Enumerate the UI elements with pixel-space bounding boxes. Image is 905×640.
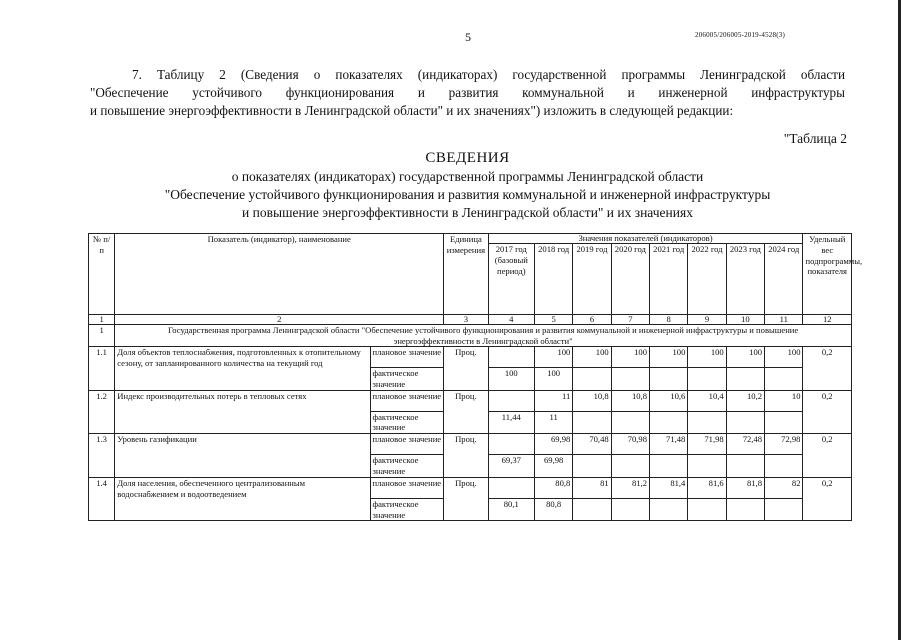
table-row bbox=[89, 347, 852, 368]
plan-value: 100 bbox=[573, 347, 611, 368]
header-year: 2024 год bbox=[765, 244, 803, 315]
plan-label: плановое значение bbox=[370, 347, 444, 368]
intro-paragraph bbox=[90, 66, 845, 120]
header-year: 2020 год bbox=[611, 244, 649, 315]
fact-value bbox=[765, 455, 803, 478]
fact-label: фактическое значение bbox=[370, 455, 444, 478]
header-year: 2022 год bbox=[688, 244, 726, 315]
plan-value: 70,48 bbox=[573, 434, 611, 455]
column-number: 4 bbox=[488, 315, 534, 325]
indicator-name: Доля объектов теплоснабжения, подготовленных к отопительному сезону, от запланированного количества на текущий год bbox=[115, 347, 370, 391]
header-row bbox=[89, 234, 852, 244]
column-number: 9 bbox=[688, 315, 726, 325]
indicators-table bbox=[88, 233, 863, 521]
fact-value: 80,8 bbox=[534, 498, 572, 521]
header-weight: Удельный вес подпрограммы, показателя bbox=[803, 234, 852, 315]
fact-value bbox=[611, 411, 649, 434]
plan-label: плановое значение bbox=[370, 477, 444, 498]
fact-value bbox=[688, 368, 726, 391]
fact-value bbox=[650, 498, 688, 521]
fact-value bbox=[765, 368, 803, 391]
header-year: 2017 год (базовый период) bbox=[488, 244, 534, 315]
fact-label: фактическое значение bbox=[370, 368, 444, 391]
column-numbers-row bbox=[89, 315, 852, 325]
plan-value bbox=[488, 477, 534, 498]
heading-line: "Обеспечение устойчивого функционирования и развития коммунальной и инженерной инфраструктуры bbox=[164, 187, 771, 202]
plan-value: 10,8 bbox=[573, 390, 611, 411]
column-number: 11 bbox=[765, 315, 803, 325]
fact-value: 100 bbox=[488, 368, 534, 391]
fact-value bbox=[765, 411, 803, 434]
plan-value: 10 bbox=[765, 390, 803, 411]
column-number: 7 bbox=[611, 315, 649, 325]
unit: Проц. bbox=[444, 347, 488, 391]
plan-label: плановое значение bbox=[370, 390, 444, 411]
column-number: 1 bbox=[89, 315, 115, 325]
column-number: 10 bbox=[726, 315, 764, 325]
plan-value: 81,2 bbox=[611, 477, 649, 498]
plan-value: 72,98 bbox=[765, 434, 803, 455]
plan-value: 81,6 bbox=[688, 477, 726, 498]
row-no: 1.1 bbox=[89, 347, 115, 391]
heading-line: о показателях (индикаторах) государственной программы Ленинградской области bbox=[231, 169, 704, 184]
fact-value: 69,37 bbox=[488, 455, 534, 478]
plan-value: 10,8 bbox=[611, 390, 649, 411]
weight-value: 0,2 bbox=[803, 390, 852, 434]
unit: Проц. bbox=[444, 390, 488, 434]
table-caption: "Таблица 2 bbox=[783, 131, 847, 146]
heading-line: и повышение энергоэффективности в Ленинградской области" и их значениях bbox=[242, 205, 693, 220]
plan-value: 81,8 bbox=[726, 477, 764, 498]
weight-value: 0,2 bbox=[803, 347, 852, 391]
fact-value bbox=[688, 498, 726, 521]
fact-value bbox=[611, 455, 649, 478]
fact-value bbox=[573, 455, 611, 478]
header-unit: Единица измерения bbox=[444, 234, 488, 315]
fact-value bbox=[611, 498, 649, 521]
page-number: 5 bbox=[465, 30, 471, 44]
plan-value: 100 bbox=[611, 347, 649, 368]
fact-value bbox=[726, 498, 764, 521]
plan-value: 100 bbox=[765, 347, 803, 368]
unit: Проц. bbox=[444, 434, 488, 478]
plan-value: 81 bbox=[573, 477, 611, 498]
fact-value bbox=[650, 368, 688, 391]
intro-line: и повышение энергоэффективности в Ленинградской области" и их значениях") изложить в следующей редакции: bbox=[90, 103, 734, 118]
indicator-name: Уровень газификации bbox=[115, 434, 370, 478]
plan-value: 72,48 bbox=[726, 434, 764, 455]
fact-value bbox=[726, 368, 764, 391]
intro-line: 7. Таблицу 2 (Сведения о показателях (индикаторах) государственной программы Ленинградской области bbox=[132, 67, 845, 82]
row-no: 1.4 bbox=[89, 477, 115, 521]
plan-value: 10,4 bbox=[688, 390, 726, 411]
fact-value: 80,1 bbox=[488, 498, 534, 521]
header-year: 2018 год bbox=[534, 244, 572, 315]
fact-value: 100 bbox=[534, 368, 572, 391]
fact-value bbox=[573, 368, 611, 391]
header-values-group: Значения показателей (индикаторов) bbox=[488, 234, 803, 244]
fact-value bbox=[611, 368, 649, 391]
heading-title: СВЕДЕНИЯ bbox=[425, 150, 510, 166]
scan-edge-line bbox=[898, 0, 901, 640]
table-row bbox=[89, 434, 852, 455]
intro-line: "Обеспечение устойчивого функционирования и развития коммунальной и инженерной инфраструктуры bbox=[90, 85, 845, 100]
fact-value: 11 bbox=[534, 411, 572, 434]
table-row bbox=[89, 477, 852, 498]
column-number: 12 bbox=[803, 315, 852, 325]
column-number: 2 bbox=[115, 315, 444, 325]
fact-value bbox=[650, 455, 688, 478]
weight-value: 0,2 bbox=[803, 434, 852, 478]
column-number: 8 bbox=[650, 315, 688, 325]
header-year: 2019 год bbox=[573, 244, 611, 315]
plan-value bbox=[488, 347, 534, 368]
section-no: 1 bbox=[89, 325, 115, 347]
header-no: № п/п bbox=[89, 234, 115, 315]
column-number: 5 bbox=[534, 315, 572, 325]
fact-label: фактическое значение bbox=[370, 411, 444, 434]
fact-value bbox=[765, 498, 803, 521]
plan-value bbox=[488, 390, 534, 411]
section-title: Государственная программа Ленинградской области "Обеспечение устойчивого функционирования и развития коммунальной и инженерной инфраструктуры и повышение энергоэффективности в Ленинградской области" bbox=[115, 325, 852, 347]
fact-value: 69,98 bbox=[534, 455, 572, 478]
row-no: 1.2 bbox=[89, 390, 115, 434]
plan-value: 11 bbox=[534, 390, 572, 411]
plan-value: 100 bbox=[650, 347, 688, 368]
fact-value bbox=[726, 455, 764, 478]
unit: Проц. bbox=[444, 477, 488, 521]
column-number: 6 bbox=[573, 315, 611, 325]
plan-value: 80,8 bbox=[534, 477, 572, 498]
fact-value bbox=[688, 411, 726, 434]
header-indicator: Показатель (индикатор), наименование bbox=[115, 234, 444, 315]
fact-value: 11,44 bbox=[488, 411, 534, 434]
plan-value: 100 bbox=[726, 347, 764, 368]
plan-value: 69,98 bbox=[534, 434, 572, 455]
header-year: 2021 год bbox=[650, 244, 688, 315]
fact-value bbox=[650, 411, 688, 434]
weight-value: 0,2 bbox=[803, 477, 852, 521]
column-number: 3 bbox=[444, 315, 488, 325]
document-id: 206005/206005-2019-4528(3) bbox=[695, 31, 785, 39]
plan-value: 100 bbox=[534, 347, 572, 368]
fact-value bbox=[573, 498, 611, 521]
plan-value: 71,48 bbox=[650, 434, 688, 455]
row-no: 1.3 bbox=[89, 434, 115, 478]
plan-value: 81,4 bbox=[650, 477, 688, 498]
indicator-name: Индекс производительных потерь в тепловых сетях bbox=[115, 390, 370, 434]
plan-value: 10,6 bbox=[650, 390, 688, 411]
fact-value bbox=[573, 411, 611, 434]
fact-value bbox=[688, 455, 726, 478]
fact-value bbox=[726, 411, 764, 434]
table-row bbox=[89, 390, 852, 411]
indicator-name: Доля населения, обеспеченного централизованным водоснабжением и водоотведением bbox=[115, 477, 370, 521]
plan-value: 10,2 bbox=[726, 390, 764, 411]
plan-value bbox=[488, 434, 534, 455]
plan-value: 71,98 bbox=[688, 434, 726, 455]
plan-value: 70,98 bbox=[611, 434, 649, 455]
fact-label: фактическое значение bbox=[370, 498, 444, 521]
section-row bbox=[89, 325, 852, 347]
header-year: 2023 год bbox=[726, 244, 764, 315]
plan-value: 100 bbox=[688, 347, 726, 368]
document-heading bbox=[90, 148, 845, 222]
plan-value: 82 bbox=[765, 477, 803, 498]
plan-label: плановое значение bbox=[370, 434, 444, 455]
